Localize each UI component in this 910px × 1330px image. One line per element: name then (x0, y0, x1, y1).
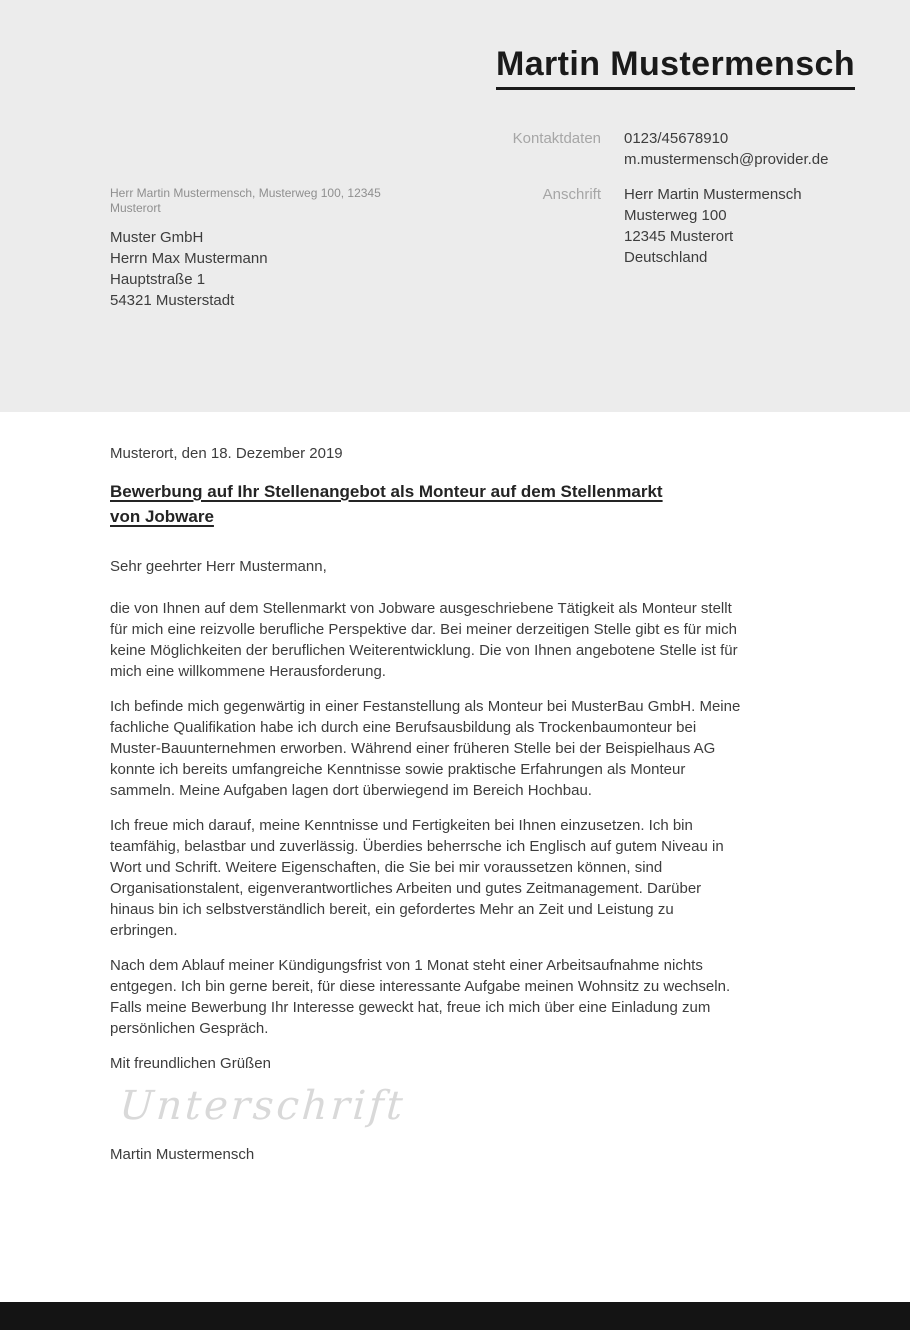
applicant-name-title: Martin Mustermensch (496, 46, 855, 90)
address-line: Deutschland (624, 249, 708, 267)
contact-values (624, 128, 855, 170)
address-label: Anschrift (542, 186, 601, 204)
footer-accent-bar (0, 1302, 910, 1330)
recipient-line: 54321 Musterstadt (110, 292, 235, 309)
closing-phrase: Mit freundlichen Grüßen (110, 1055, 271, 1072)
address-line: Herr Martin Mustermensch (624, 186, 802, 204)
recipient-line: Hauptstraße 1 (110, 271, 206, 288)
recipient-window (110, 186, 425, 311)
email-address: m.mustermensch@provider.de (624, 151, 829, 169)
letter-body (0, 412, 743, 1165)
salutation: Sehr geehrter Herr Mustermann, (110, 558, 327, 575)
body-paragraph: Ich befinde mich gegenwärtig in einer Festanstellung als Monteur bei MusterBau GmbH. Meine fachliche Qualifikation habe ich durch eine Berufsausbildung als Trockenbaumonteur bei Muster-Bauunternehmen erworben. Während einer früheren Stelle bei der Beispielhaus AG konnte ich bereits umfangreiche Kenntnisse sowie praktische Erfahrungen als Monteur sammeln. Meine Aufgaben lagen dort überwiegend im Bereich Hochbau. (110, 698, 741, 799)
letter-header (0, 0, 910, 412)
body-paragraph: Ich freue mich darauf, meine Kenntnisse und Fertigkeiten bei Ihnen einzusetzen. Ich bin teamfähig, belastbar und zuverlässig. Überdies beherrsche ich Englisch auf gutem Niveau in Wort und Schrift. Weitere Eigenschaften, die Sie bei mir voraussetzen können, sind Organisationstalent, eigenverantwortliches Arbeiten und gutes Zeitmanagement. Darüber hinaus bin ich selbstverständlich bereit, ein gefordertes Mehr an Zeit und Leistung zu erbringen. (110, 817, 724, 939)
body-paragraph: die von Ihnen auf dem Stellenmarkt von Jobware ausgeschriebene Tätigkeit als Monteur stellt für mich eine reizvolle berufliche Perspektive dar. Bei meiner derzeitigen Stelle gibt es für mich keine Möglichkeiten der beruflichen Weiterentwicklung. Die von Ihnen angebotene Stelle ist für mich eine willkommene Herausforderung. (110, 600, 738, 680)
address-line: Musterweg 100 (624, 207, 727, 225)
recipient-address (110, 227, 425, 311)
contact-label: Kontaktdaten (512, 130, 601, 148)
page-title (0, 0, 910, 90)
signature-name: Martin Mustermensch (110, 1146, 255, 1163)
subject-line: Bewerbung auf Ihr Stellenangebot als Monteur auf dem Stellenmarkt (110, 482, 663, 501)
body-paragraph: Nach dem Ablauf meiner Kündigungsfrist von 1 Monat steht einer Arbeitsaufnahme nichts entgegen. Ich bin gerne bereit, für diese interessante Aufgabe meinen Wohnsitz zu wechseln. Falls meine Bewerbung Ihr Interesse geweckt hat, freue ich mich über eine Einladung zum persönlichen Gespräch. (110, 957, 731, 1037)
address-line: 12345 Musterort (624, 228, 734, 246)
subject-heading (110, 479, 743, 529)
subject-line: von Jobware (110, 507, 214, 526)
sender-return-line: Herr Martin Mustermensch, Musterweg 100, 12345 Musterort (110, 186, 381, 215)
recipient-line: Muster GmbH (110, 229, 204, 246)
signature-script: Unterschrift (118, 1083, 408, 1129)
phone-number: 0123/45678910 (624, 130, 729, 148)
recipient-line: Herrn Max Mustermann (110, 250, 268, 267)
address-values (624, 184, 855, 268)
date-line: Musterort, den 18. Dezember 2019 (110, 445, 343, 462)
